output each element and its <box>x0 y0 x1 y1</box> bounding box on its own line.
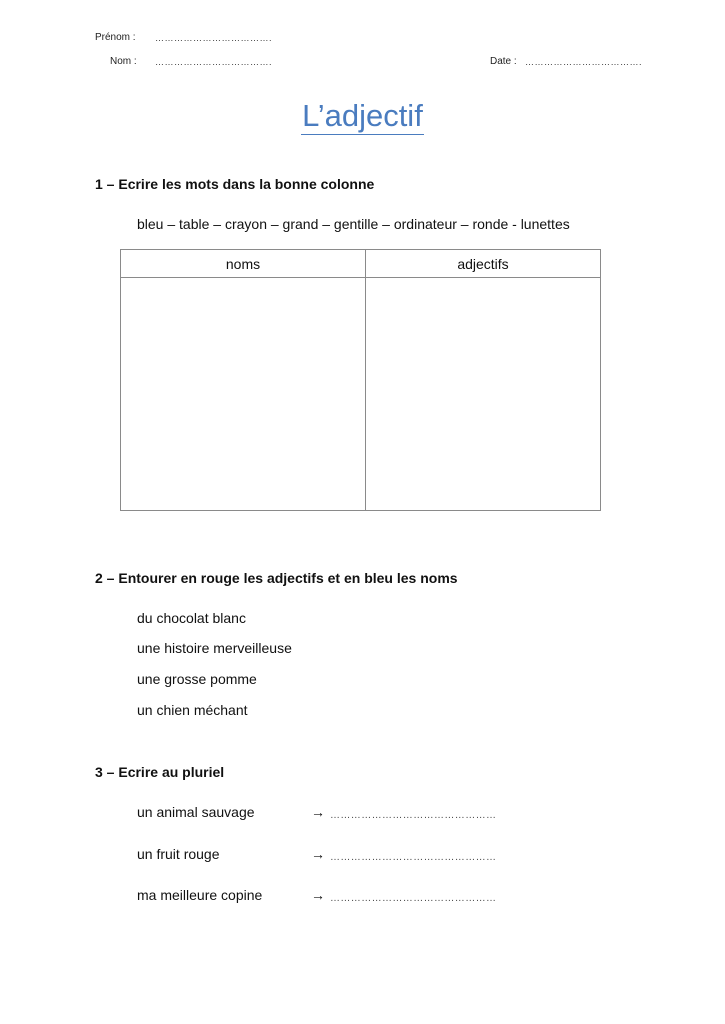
plural-answer-blank[interactable]: ………………………………………… <box>330 893 497 904</box>
prenom-blank[interactable]: ………………………………. <box>155 33 273 43</box>
plural-answer-blank[interactable]: ………………………………………… <box>330 810 497 821</box>
sorting-table <box>120 249 601 511</box>
exercise-1-heading: 1 – Ecrire les mots dans la bonne colonne <box>95 176 375 192</box>
exercise-3-item: un fruit rouge <box>137 846 220 862</box>
arrow-icon: → <box>311 887 325 903</box>
noms-answer-cell[interactable] <box>121 278 366 511</box>
arrow-icon: → <box>311 846 325 862</box>
date-label: Date : <box>490 56 517 67</box>
page-title <box>0 98 725 134</box>
column-header-noms: noms <box>121 250 366 278</box>
exercise-3-item: un animal sauvage <box>137 804 255 820</box>
exercise-3-item: ma meilleure copine <box>137 887 263 903</box>
exercise-2-item: un chien méchant <box>137 702 248 718</box>
date-blank[interactable]: ………………………………. <box>525 57 643 67</box>
nom-blank[interactable]: ………………………………. <box>155 57 273 67</box>
exercise-2-item: une histoire merveilleuse <box>137 640 292 656</box>
column-header-adjectifs: adjectifs <box>366 250 601 278</box>
prenom-label: Prénom : <box>95 32 136 43</box>
page-title-text: L’adjectif <box>302 98 423 133</box>
exercise-2-item: du chocolat blanc <box>137 610 246 626</box>
exercise-1-word-list: bleu – table – crayon – grand – gentille – ordinateur – ronde - lunettes <box>137 216 570 232</box>
exercise-2-item: une grosse pomme <box>137 671 257 687</box>
nom-label: Nom : <box>110 56 137 67</box>
exercise-2-heading: 2 – Entourer en rouge les adjectifs et en bleu les noms <box>95 570 458 586</box>
table-answer-row <box>121 278 601 511</box>
adjectifs-answer-cell[interactable] <box>366 278 601 511</box>
plural-answer-blank[interactable]: ………………………………………… <box>330 852 497 863</box>
exercise-3-heading: 3 – Ecrire au pluriel <box>95 764 225 780</box>
table-header-row <box>121 250 601 278</box>
arrow-icon: → <box>311 804 325 820</box>
